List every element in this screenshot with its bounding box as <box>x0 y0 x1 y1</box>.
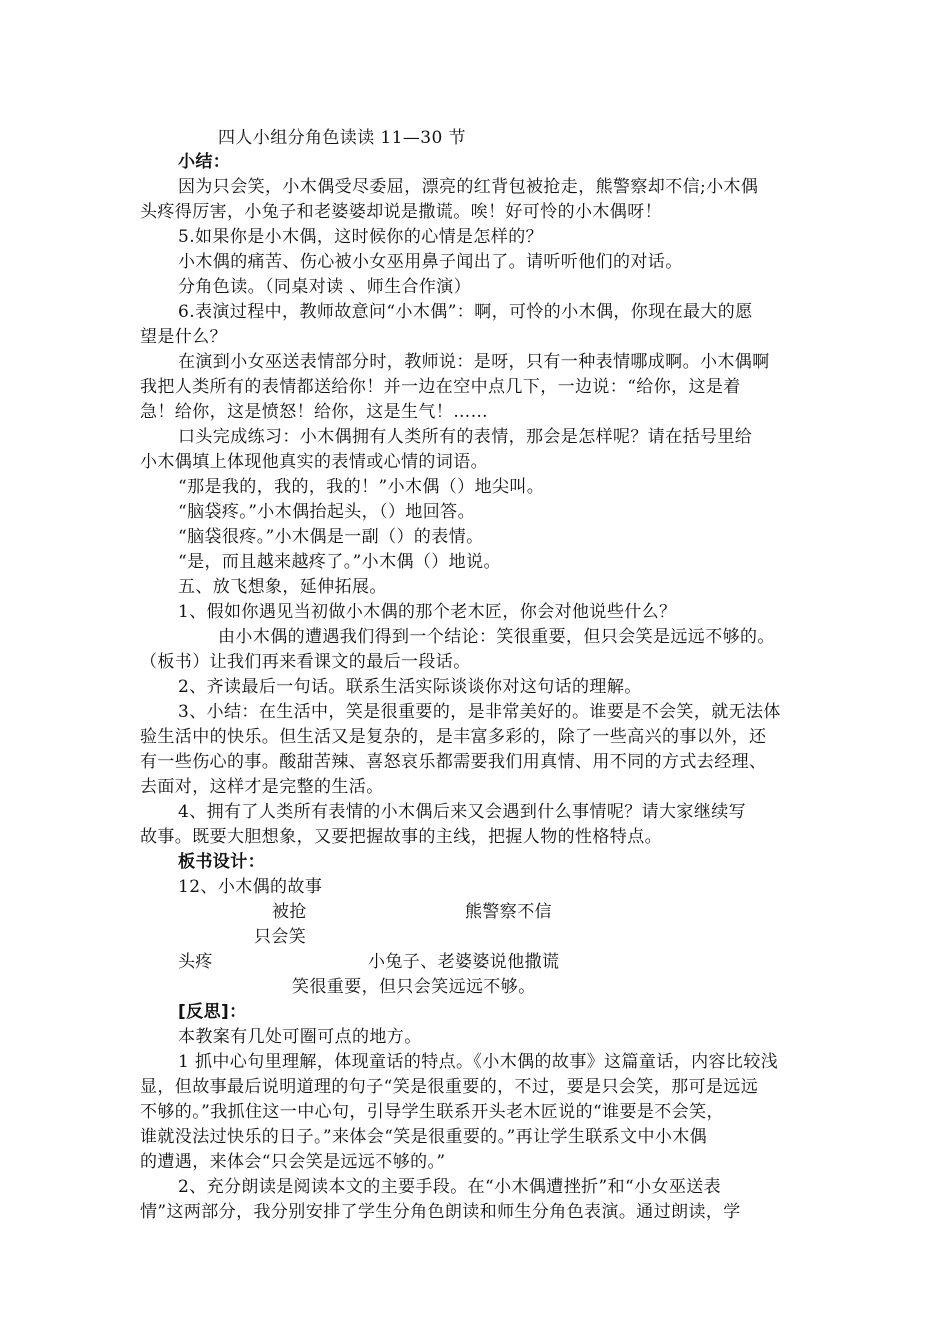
board-item: 笑很重要，但只会笑远远不够。 <box>292 977 536 997</box>
board-item: 被抢 <box>272 902 307 922</box>
text-line: 望是什么？ <box>140 327 227 347</box>
text-line: 分角色读。（同桌对读 、师生合作演） <box>178 277 472 297</box>
text-line: 因为只会笑，小木偶受尽委屈，漂亮的红背包被抢走，熊警察却不信;小木偶 <box>178 177 759 197</box>
section-heading: 五、放飞想象，延伸拓展。 <box>178 577 387 597</box>
text-line: 在演到小女巫送表情部分时，教师说：是呀，只有一种表情哪成啊。小木偶啊 <box>178 352 770 372</box>
text-line: 小木偶的痛苦、伤心被小女巫用鼻子闻出了。请听听他们的对话。 <box>178 252 683 272</box>
board-item: 头疼 <box>178 952 213 972</box>
text-line: “是，而且越来越疼了。”小木偶（）地说。 <box>178 552 501 572</box>
text-line: 口头完成练习：小木偶拥有人类所有的表情，那会是怎样呢？请在括号里给 <box>178 427 753 447</box>
text-line: 验生活中的快乐。但生活又是复杂的，是丰富多彩的，除了一些高兴的事以外，还 <box>140 727 767 747</box>
text-line: “脑袋疼。”小木偶抬起头，（）地回答。 <box>178 502 475 522</box>
text-line: 2、齐读最后一句话。联系生活实际谈谈你对这句话的理解。 <box>178 677 642 697</box>
text-line: 四人小组分角色读读 11—30 节 <box>218 128 466 148</box>
text-line: 由小木偶的遭遇我们得到一个结论：笑很重要，但只会笑是远远不够的。 <box>218 627 775 647</box>
text-line: 1 抓中心句里理解，体现童话的特点。《小木偶的故事》这篇童话，内容比较浅 <box>178 1052 779 1072</box>
board-item: 只会笑 <box>254 927 307 947</box>
text-line: 去面对，这样才是完整的生活。 <box>140 777 384 797</box>
text-line: 5.如果你是小木偶，这时候你的心情是怎样的？ <box>178 227 544 247</box>
text-line: 不够的。”我抓住这一中心句，引导学生联系开头老木匠说的“谁要是不会笑， <box>140 1102 724 1122</box>
text-line: 6.表演过程中，教师故意问“小木偶”：啊，可怜的小木偶，你现在最大的愿 <box>178 302 753 322</box>
text-line: 1、假如你遇见当初做小木偶的那个老木匠，你会对他说些什么？ <box>178 602 677 622</box>
section-heading: [反思]： <box>178 1002 247 1022</box>
board-item: 小兔子、老婆婆说他撒谎 <box>368 952 560 972</box>
text-line: 3、小结：在生活中，笑是很重要的，是非常美好的。谁要是不会笑，就无法体 <box>178 702 781 722</box>
text-line: 情”这两部分，我分别安排了学生分角色朗读和师生分角色表演。通过朗读，学 <box>140 1202 741 1222</box>
board-item: 熊警察不信 <box>465 902 552 922</box>
text-line: “脑袋很疼。”小木偶是一副（）的表情。 <box>178 527 484 547</box>
text-line: （板书）让我们再来看课文的最后一段话。 <box>140 652 471 672</box>
text-line: 头疼得厉害，小兔子和老婆婆却说是撒谎。唉！好可怜的小木偶呀！ <box>140 202 662 222</box>
text-line: 故事。既要大胆想象，又要把握故事的主线，把握人物的性格特点。 <box>140 827 662 847</box>
text-line: 4、拥有了人类所有表情的小木偶后来又会遇到什么事情呢？请大家继续写 <box>178 802 747 822</box>
text-line: 的遭遇，来体会“只会笑是远远不够的。” <box>140 1152 446 1172</box>
text-line: “那是我的，我的，我的！”小木偶（）地尖叫。 <box>178 477 545 497</box>
text-line: 谁就没法过快乐的日子。”来体会“笑是很重要的。”再让学生联系文中小木偶 <box>140 1127 708 1147</box>
section-heading: 板书设计： <box>178 852 265 872</box>
text-line: 显，但故事最后说明道理的句子“笑是很重要的，不过，要是只会笑，那可是远远 <box>140 1077 759 1097</box>
text-line: 小木偶填上体现他真实的表情或心情的词语。 <box>140 452 488 472</box>
text-line: 2、充分朗读是阅读本文的主要手段。在“小木偶遭挫折”和“小女巫送表 <box>178 1177 722 1197</box>
text-line: 我把人类所有的表情都送给你！并一边在空中点几下，一边说：“给你，这是着 <box>140 377 741 397</box>
board-title: 12、小木偶的故事 <box>178 877 323 897</box>
section-heading: 小结： <box>178 152 231 172</box>
text-line: 有一些伤心的事。酸甜苦辣、喜怒哀乐都需要我们用真情、用不同的方式去经理、 <box>140 752 767 772</box>
text-line: 急！给你，这是愤怒！给你，这是生气！…… <box>140 402 488 422</box>
text-line: 本教案有几处可圈可点的地方。 <box>178 1027 422 1047</box>
